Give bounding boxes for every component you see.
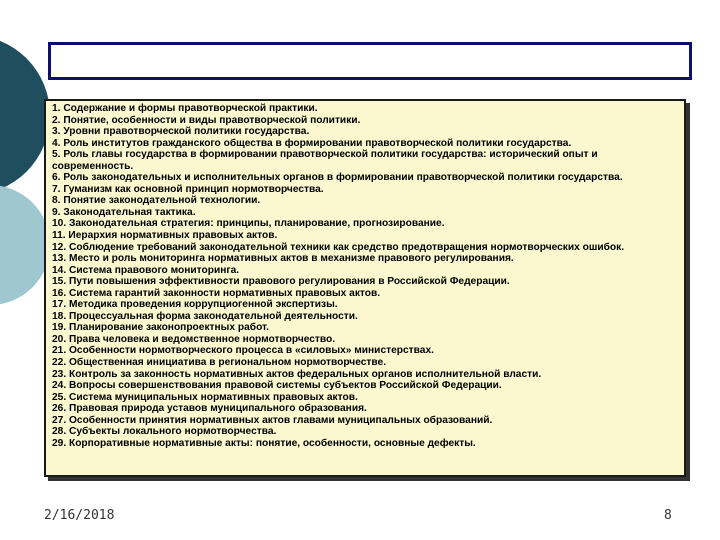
list-item: 19. Планирование законопроектных работ.	[52, 322, 269, 334]
content-box	[44, 99, 686, 477]
list-item: 6. Роль законодательных и исполнительных органов в формировании правотворческой политики государства.	[52, 172, 623, 184]
slide-title-box	[48, 42, 692, 80]
list-item: 12. Соблюдение требований законодательной техники как средство предотвращения нормотворческих ошибок.	[52, 241, 625, 253]
list-item: 17. Методика проведения коррупциогенной экспертизы.	[52, 299, 338, 311]
list-item: 26. Правовая природа уставов муниципального образования.	[52, 403, 367, 415]
decorative-circle-light	[0, 185, 50, 305]
footer-date: 2/16/2018	[44, 508, 115, 523]
list-item: 1. Содержание и формы правотворческой практики.	[52, 103, 318, 114]
list-item: 10. Законодательная стратегия: принципы, планирование, прогнозирование.	[52, 218, 445, 230]
list-item: 15. Пути повышения эффективности правового регулирования в Российской Федерации.	[52, 276, 510, 288]
list-item: 23. Контроль за законность нормативных актов федеральных органов исполнительной власти.	[52, 368, 542, 380]
list-item: 16. Система гарантий законности нормативных правовых актов.	[52, 287, 381, 299]
decorative-circle-dark	[0, 35, 50, 195]
list-item: 13. Место и роль мониторинга нормативных актов в механизме правового регулирования.	[52, 253, 514, 265]
list-item: 4. Роль институтов гражданского общества в формировании правотворческой политики государства.	[52, 137, 572, 149]
footer-page-number: 8	[664, 508, 672, 523]
list-item: 28. Субъекты локального нормотворчества.	[52, 426, 277, 438]
list-item: 24. Вопросы совершенствования правовой системы субъектов Российской Федерации.	[52, 380, 502, 392]
list-item: 11. Иерархия нормативных правовых актов.	[52, 230, 278, 242]
list-item: 2. Понятие, особенности и виды правотворческой политики.	[52, 114, 361, 126]
list-item: 9. Законодательная тактика.	[52, 206, 196, 218]
list-item: 29. Корпоративные нормативные акты: понятие, особенности, основные дефекты.	[52, 437, 476, 449]
list-item: 21. Особенности нормотворческого процесса в «силовых» министерствах.	[52, 345, 434, 357]
topic-list	[52, 103, 678, 449]
list-item: 3. Уровни правотворческой политики государства.	[52, 126, 310, 138]
list-item: 5. Роль главы государства в формировании правотворческой политики государства: исторический опыт и современность.	[52, 149, 601, 172]
list-item: 7. Гуманизм как основной принцип нормотворчества.	[52, 183, 324, 195]
list-item: 14. Система правового мониторинга.	[52, 264, 240, 276]
list-item: 18. Процессуальная форма законодательной деятельности.	[52, 310, 358, 322]
list-item: 27. Особенности принятия нормативных актов главами муниципальных образований.	[52, 414, 493, 426]
list-item: 20. Права человека и ведомственное нормотворчество.	[52, 333, 336, 345]
list-item: 25. Система муниципальных нормативных правовых актов.	[52, 391, 358, 403]
list-item: 8. Понятие законодательной технологии.	[52, 195, 261, 207]
list-item: 22. Общественная инициатива в региональном нормотворчестве.	[52, 357, 387, 369]
